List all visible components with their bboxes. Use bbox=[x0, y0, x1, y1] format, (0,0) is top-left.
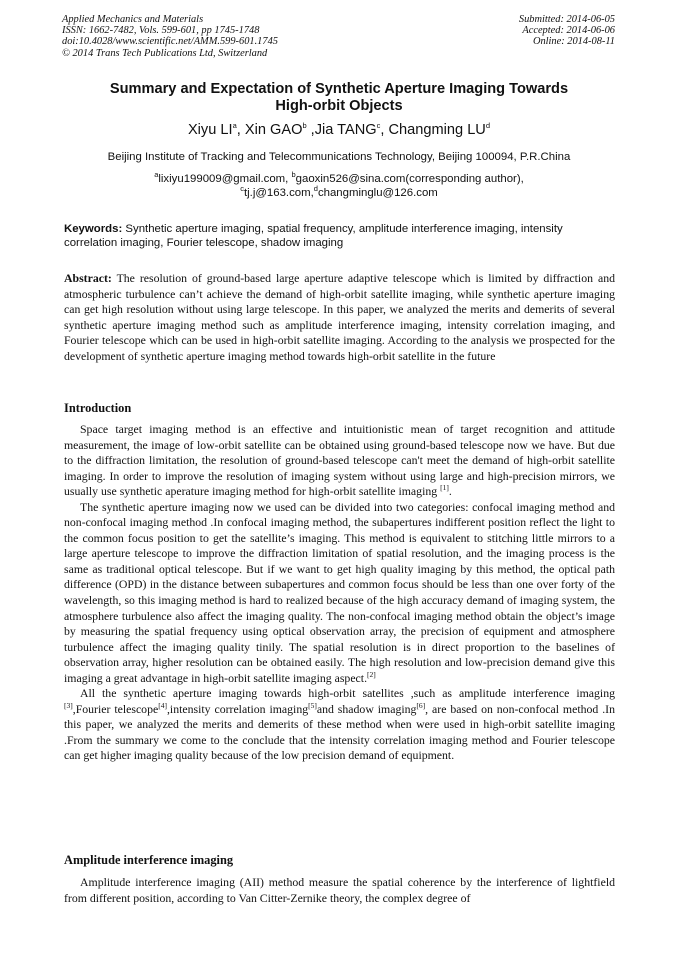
introduction-body bbox=[64, 422, 615, 764]
author-separator: , bbox=[306, 122, 315, 138]
submitted-date: Submitted: 2014-06-05 bbox=[518, 14, 615, 25]
email-2-mark: b bbox=[291, 170, 296, 180]
author-3-mark: c bbox=[376, 121, 381, 131]
keywords-text: Synthetic aperture imaging, spatial frequency, amplitude interference imaging, intensity correlation imaging, Fourier telescope, shadow imaging bbox=[64, 223, 563, 249]
amplitude-interference-body bbox=[64, 875, 615, 906]
affiliation: Beijing Institute of Tracking and Telecommunications Technology, Beijing 100094, P.R.China bbox=[107, 151, 571, 163]
journal-name: Applied Mechanics and Materials bbox=[62, 14, 204, 25]
journal-header bbox=[62, 14, 278, 59]
author-separator: , bbox=[236, 122, 245, 138]
author-list bbox=[60, 122, 618, 139]
accepted-date: Accepted: 2014-06-06 bbox=[522, 25, 615, 37]
citation: [3] bbox=[64, 700, 73, 710]
aii-paragraph-1: Amplitude interference imaging (AII) method measure the spatial coherence by the interference of lightfield from different position, according to Van Citter-Zernike theory, the complex degree of bbox=[64, 875, 615, 905]
intro-paragraph-3 bbox=[64, 686, 615, 764]
issn-line: ISSN: 1662-7482, Vols. 599-601, pp 1745-1748 bbox=[62, 25, 260, 37]
email-line-2 bbox=[60, 186, 618, 200]
title-line-1: Summary and Expectation of Synthetic Aperture Imaging Towards bbox=[109, 81, 569, 97]
paragraph-text: , are based on non-confocal method .In this paper, we analyzed the merits and demerits of these method when were used in high-orbit satellite imaging .From the summary we come to the conclude that the intensity correlation imaging method and Fourier telescope can get higher imaging quality because of the low precision demand of equipment. bbox=[64, 701, 615, 763]
author-4: Changming LU bbox=[388, 122, 486, 138]
section-heading-introduction: Introduction bbox=[64, 401, 132, 415]
paragraph-text: All the synthetic aperture imaging towards high-orbit satellites ,such as amplitude interference imaging bbox=[80, 686, 615, 701]
paragraph-text: Space target imaging method is an effective and intuitionistic mean of target recognition and attitude measurement, the image of low-orbit satellite can be obtained using ground-based telescope now we have. But due to the diffraction limitation, the resolution of ground-based telescope can't meet the demand of high-orbit satellite imaging. In order to improve the resolution of imaging system without using large and high-precision mirrors, we usually use synthetic aperature imaging method for high-orbit satellite imaging bbox=[64, 422, 615, 499]
author-emails bbox=[60, 172, 618, 200]
paragraph-text: ,intensity correlation imaging bbox=[166, 701, 309, 716]
email-4: changminglu@126.com bbox=[317, 187, 438, 199]
doi-line: doi:10.4028/www.scientific.net/AMM.599-601.1745 bbox=[62, 36, 278, 48]
paragraph-text: . bbox=[448, 484, 452, 499]
email-1-mark: a bbox=[154, 170, 159, 180]
intro-paragraph-1 bbox=[64, 422, 615, 500]
keywords bbox=[64, 222, 615, 250]
email-4-mark: d bbox=[313, 184, 318, 194]
author-1: Xiyu LI bbox=[187, 122, 233, 138]
citation: [4] bbox=[158, 700, 167, 710]
citation: [6] bbox=[416, 700, 426, 710]
copyright-line: © 2014 Trans Tech Publications Ltd, Switzerland bbox=[62, 47, 268, 59]
keywords-label: Keywords: bbox=[64, 223, 123, 235]
email-line-1 bbox=[60, 172, 618, 186]
title-line-2: High-orbit Objects bbox=[275, 98, 403, 114]
paragraph-text: The synthetic aperture imaging now we used can be divided into two categories: confocal imaging method and non-confocal imaging method .In confocal imaging method, the subapertures indifferent position reflect the light to the common focus position to get the satellite’s imaging. This method is equivalent to stitching little mirrors to a large aperture telescope to improve the diffraction limitation of spatial resolution, and the imaging process is the same as traditional optical telescope. But if we want to get high quality imaging by this method, the optical path difference (OPD) in the distance between subapertures and common focus should be less than one over forty of the wavelength, so this imaging method is hard to realized because of the high accuracy demand of imaging system, the atmosphere turbulence also affect the imaging quality. The non-confocal imaging method obtain the object’s image by measuring the spatial frequency using optical observation array, the precision of equipment and atmosphere turbulence affect the imaging quality tinily. The spatial resolution is in direct proportion to the baselines of observation array, higher resolution can be obtained easily. The high resolution and low-precision demand give this imaging a great advantage in high-orbit satellite imaging aspect. bbox=[64, 499, 615, 685]
email-3: tj.j@163.com, bbox=[243, 187, 314, 199]
section-heading-amplitude-interference: Amplitude interference imaging bbox=[64, 853, 234, 867]
author-2: Xin GAO bbox=[244, 122, 303, 138]
email-1: lixiyu199009@gmail.com, bbox=[158, 173, 292, 185]
intro-paragraph-2 bbox=[64, 500, 615, 687]
abstract-text: The resolution of ground-based large aperture adaptive telescope which is limited by diffraction and atmospheric turbulence can’t achieve the demand of high-orbit satellite imaging, while synthetic aperture imaging can get high resolution without using large telescope. In this paper, we analyzed the merits and demerits of several synthetic aperture imaging method such as amplitude interference imaging, intensity correlation imaging, and Fourier telescope which can be used in high-orbit satellite imaging. According to the analysis we prospected for the development of synthetic aperture imaging method towards high-orbit satellite in the future bbox=[64, 271, 615, 363]
email-2: gaoxin526@sina.com(corresponding author), bbox=[295, 173, 524, 185]
author-3: Jia TANG bbox=[314, 122, 377, 138]
author-2-mark: b bbox=[302, 121, 307, 131]
author-1-mark: a bbox=[232, 121, 237, 131]
citation: [2] bbox=[367, 669, 376, 679]
online-date: Online: 2014-08-11 bbox=[532, 36, 615, 48]
email-3-mark: c bbox=[240, 184, 244, 194]
paragraph-text: ,Fourier telescope bbox=[72, 701, 159, 716]
paper-title bbox=[60, 81, 618, 115]
abstract bbox=[64, 271, 615, 365]
paragraph-text: and shadow imaging bbox=[316, 701, 417, 716]
citation: [5] bbox=[308, 700, 317, 710]
citation: [1] bbox=[440, 483, 449, 493]
abstract-label: Abstract: bbox=[64, 271, 112, 285]
author-separator: , bbox=[380, 122, 389, 138]
dates-header bbox=[519, 14, 615, 48]
author-4-mark: d bbox=[485, 121, 491, 131]
